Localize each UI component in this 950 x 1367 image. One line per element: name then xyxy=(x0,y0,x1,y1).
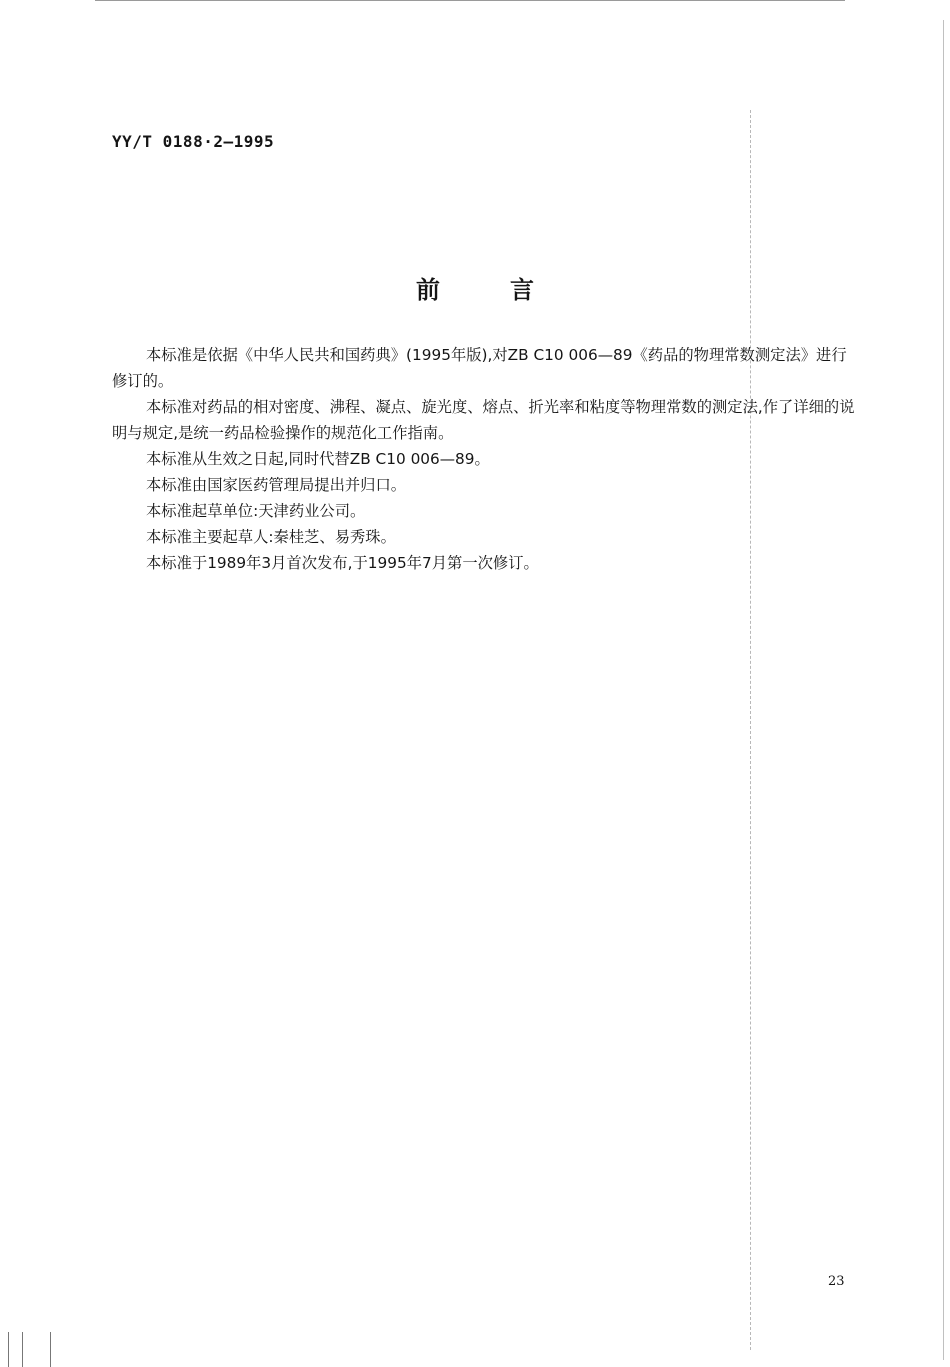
paragraph: 本标准由国家医药管理局提出并归口。 xyxy=(146,476,407,494)
scan-edge-bottom-left xyxy=(50,1332,51,1367)
standard-code: YY/T 0188·2—1995 xyxy=(112,132,275,151)
scan-edge-right-outer xyxy=(943,20,944,1360)
scan-edge-bottom-left xyxy=(8,1332,9,1367)
title-char: 言 xyxy=(510,276,534,304)
paragraph: 本标准主要起草人:秦桂芝、易秀珠。 xyxy=(146,528,396,546)
foreword-body xyxy=(112,342,858,576)
paragraph: 本标准起草单位:天津药业公司。 xyxy=(146,502,366,520)
page-title xyxy=(0,270,950,305)
paragraph: 本标准是依据《中华人民共和国药典》(1995年版),对ZB C10 006—89《药品的物理常数测定法》进行修订的。 xyxy=(112,346,847,390)
scan-edge-top xyxy=(95,0,845,2)
paragraph: 本标准于1989年3月首次发布,于1995年7月第一次修订。 xyxy=(146,554,539,572)
page-number: 23 xyxy=(828,1274,845,1289)
paragraph: 本标准对药品的相对密度、沸程、凝点、旋光度、熔点、折光率和粘度等物理常数的测定法,作了详细的说明与规定,是统一药品检验操作的规范化工作指南。 xyxy=(112,398,855,442)
paragraph: 本标准从生效之日起,同时代替ZB C10 006—89。 xyxy=(146,450,490,468)
scan-edge-bottom-left xyxy=(22,1332,23,1367)
title-char: 前 xyxy=(416,276,440,304)
